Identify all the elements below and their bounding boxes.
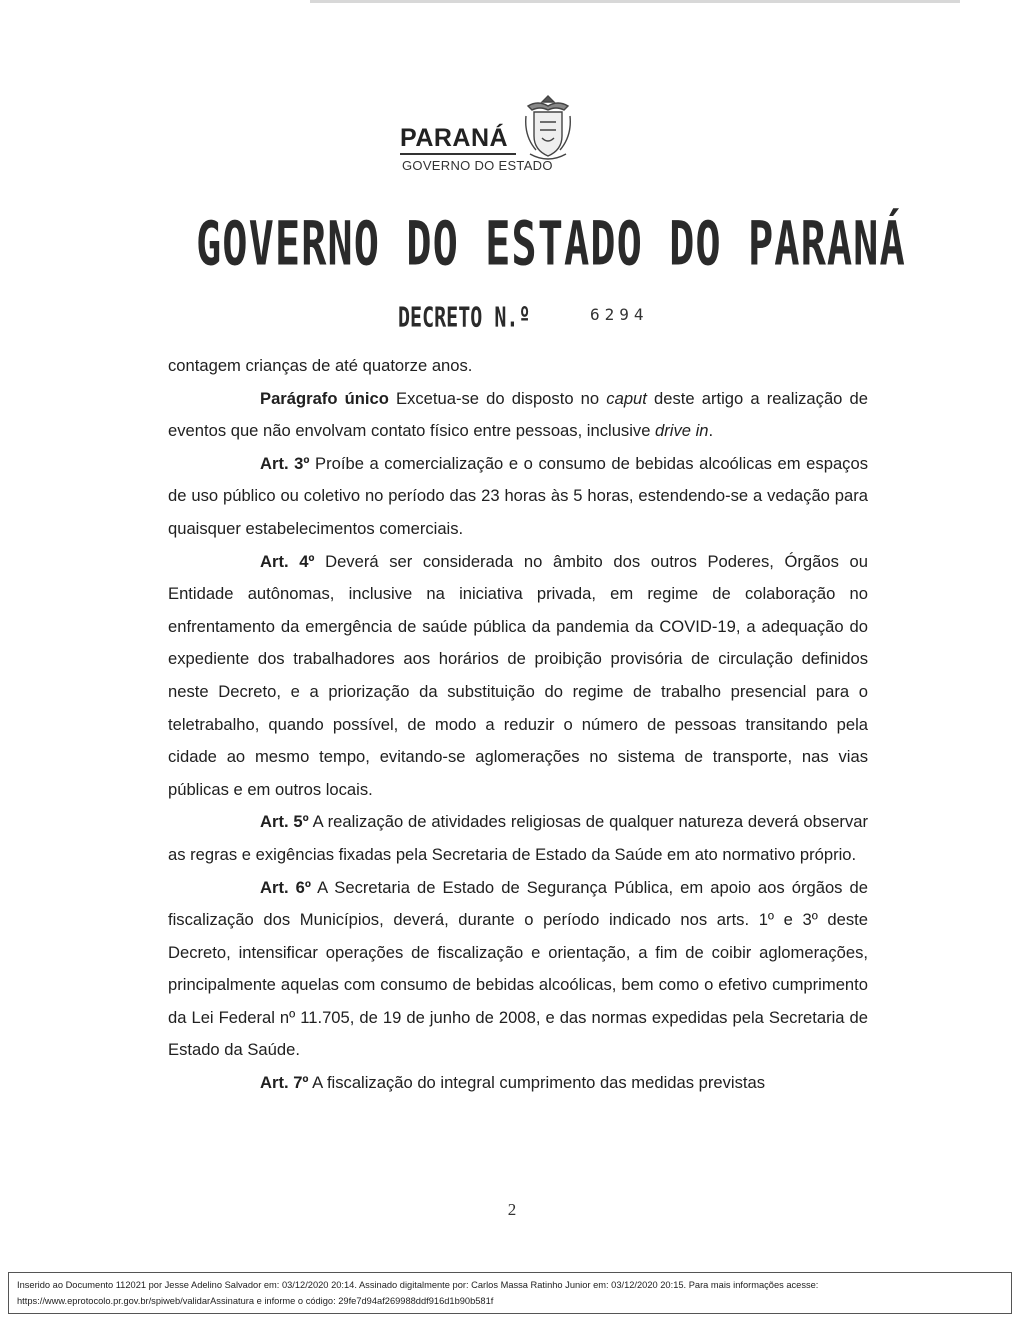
paragrafo-text-1: Excetua-se do disposto no xyxy=(388,388,607,408)
art5-text: A realização de atividades religiosas de qualquer natureza deverá observar as regras e exigências fixadas pela Secretaria de Estado da Saúde em ato normativo próprio. xyxy=(168,812,868,864)
art4-text: Deverá ser considerada no âmbito dos outros Poderes, Órgãos ou Entidade autônomas, inclusive na iniciativa privada, em regime de colaboração no enfrentamento da emergência de saúde pública da pandemia da COVID-19, a adequação do expediente dos trabalhadores aos horários de proibição provisória de circulação definidos neste Decreto, e a priorização da substituição do regime de trabalho presencial para o teletrabalho, quando possível, de modo a reduzir o número de pessoas transitando pela cidade ao mesmo tempo, evitando-se aglomerações no sistema de transporte, nas vias públicas e em outros locais. xyxy=(168,551,868,799)
paragrafo-end: . xyxy=(708,421,714,441)
art6-text: A Secretaria de Estado de Segurança Pública, em apoio aos órgãos de fiscalização dos Municípios, deverá, durante o período indicado nos arts. 1º e 3º deste Decreto, intensificar operações de fiscalização e orientação, a fim de coibir aglomerações, principalmente aquelas com consumo de bebidas alcoólicas, bem como o efetivo cumprimento da Lei Federal nº 11.705, de 19 de junho de 2008, e das normas expedidas pela Secretaria de Estado da Saúde. xyxy=(168,877,868,1060)
logo-subtitle: GOVERNO DO ESTADO xyxy=(402,158,553,173)
art4-label: Art. 4º xyxy=(260,551,315,571)
art3-text: Proíbe a comercialização e o consumo de bebidas alcoólicas em espaços de uso público ou coletivo no período das 23 horas às 5 horas, estendendo-se a vedação para quaisquer estabelecimentos comerciais. xyxy=(168,453,868,538)
footer-line-1: Inserido ao Documento 112021 por Jesse Adelino Salvador em: 03/12/2020 20:14. Assinado digitalmente por: Carlos Massa Ratinho Junior em: 03/12/2020 20:15. Para mais informações acesse: xyxy=(17,1280,819,1290)
decree-label: DECRETO N.º xyxy=(398,300,531,334)
opening-line: contagem crianças de até quatorze anos. xyxy=(168,356,473,375)
art7-text: A fiscalização do integral cumprimento das medidas previstas xyxy=(308,1073,766,1093)
art6-label: Art. 6º xyxy=(260,877,311,897)
paragrafo-text-2: deste artigo a realização de eventos que não envolvam contato físico entre pessoas, inclusive xyxy=(168,388,869,441)
logo-underline xyxy=(400,153,516,155)
page-number: 2 xyxy=(507,1200,517,1219)
footer-line-2: https://www.eprotocolo.pr.gov.br/spiweb/validarAssinatura e informe o código: 29fe7d94af269988ddf916d1b90b581f xyxy=(17,1296,494,1306)
coat-of-arms-icon xyxy=(520,92,576,164)
government-title: GOVERNO DO ESTADO DO PARANÁ xyxy=(196,208,906,280)
signature-footer xyxy=(8,1272,1012,1314)
article-3 xyxy=(168,448,868,546)
paragrafo-caput: caput xyxy=(606,388,647,408)
article-4 xyxy=(168,546,868,807)
parana-government-logo xyxy=(392,92,592,184)
paragrafo-unico xyxy=(168,383,868,448)
top-scan-rule xyxy=(310,0,960,3)
logo-name: PARANÁ xyxy=(400,124,509,152)
decree-number: 6294 xyxy=(590,305,649,324)
article-7 xyxy=(168,1067,868,1100)
decree-body xyxy=(168,350,868,1100)
art3-label: Art. 3º xyxy=(260,453,310,473)
article-6 xyxy=(168,872,868,1068)
article-5 xyxy=(168,806,868,871)
art5-label: Art. 5º xyxy=(260,812,309,832)
paragrafo-label: Parágrafo único xyxy=(260,388,389,408)
art7-label: Art. 7º xyxy=(260,1073,309,1093)
paragrafo-drive-in: drive in xyxy=(655,421,709,441)
